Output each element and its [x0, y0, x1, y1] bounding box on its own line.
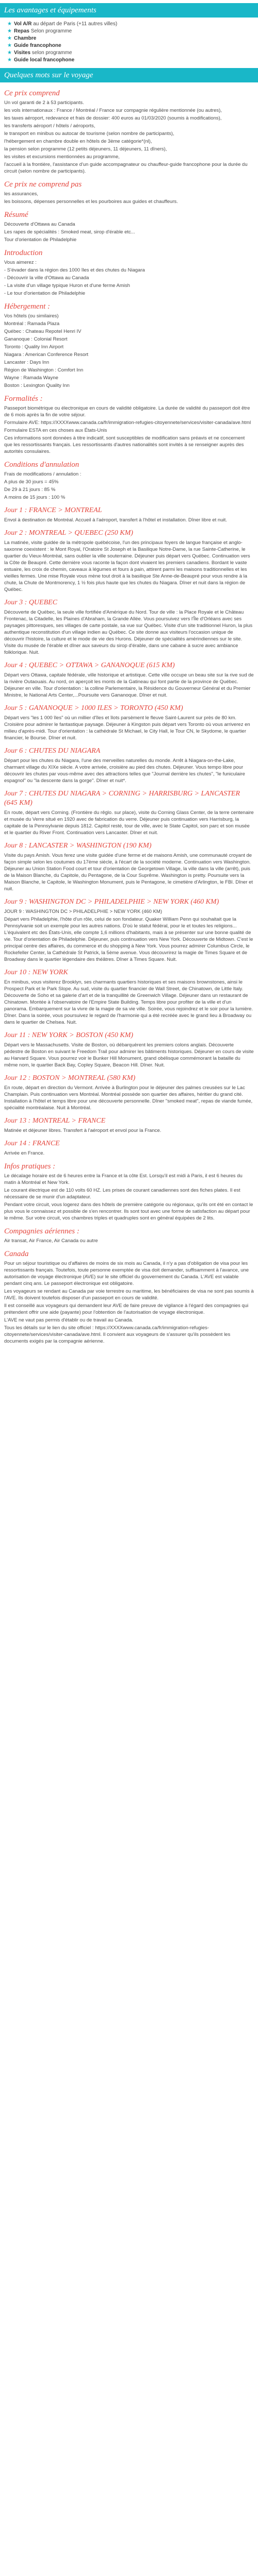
- section-title: Jour 13 : MONTREAL > FRANCE: [4, 1117, 106, 1125]
- section-title: Jour 8 : LANCASTER > WASHINGTON (190 KM): [4, 842, 152, 850]
- star-icon: ★: [7, 36, 12, 41]
- section-title: Ce prix ne comprend pas: [4, 180, 82, 189]
- section-title: Conditions d'annulation: [4, 461, 79, 469]
- advantage-label: Chambre: [13, 36, 37, 41]
- section-paragraph: Niagara : American Conference Resort: [4, 352, 89, 358]
- star-icon: ★: [7, 21, 12, 27]
- section-paragraph: l'accueil à la frontière, l'assistance d'un guide accompagnateur ou chauffeur-guide francophone pour la durée du circuit (selon nombre de participants).: [4, 162, 248, 174]
- section-title: Jour 10 : NEW YORK: [4, 969, 68, 976]
- section-paragraph: De 29 à 21 jours : 85 %: [4, 487, 56, 493]
- advantage-text: au départ de Paris (+11 autres villes): [31, 21, 118, 27]
- advantage-item: [7, 35, 258, 42]
- section-paragraph: Frais de modifications / annulation :: [4, 471, 82, 477]
- section-paragraph: En route, départ vers Corning. (Frontière du rêglo. sur place), visite du Corning Glass Center, de la terre centenaire et musée du Verre situé en 1920 avec de fabrication du verre. Déjeuner puis continuation vers Harrisburg, la capitale de la Pennsylvanie depuis 1812. Capitol resté, tour de ville, avec le State Capitol, son parc et son musée et le quartier du River Front. Continuation vers Lancaster. Dîner et nuit.: [4, 810, 254, 836]
- section-paragraph: Envol à destination de Montréal. Accueil à l'aéroport, transfert à l'hôtel et installation. Dîner libre et nuit.: [4, 517, 227, 523]
- section-paragraph: Tous les détails sur le lien du site officiel : https://XXXXwww.canada.ca/fr/immigration-refugies-citoyennete/services/visiter-canada/ave.html. Il convient aux voyageurs de s'assurer qu'ils possèdent les documents exigés par la compagnie aérienne.: [4, 1325, 231, 1344]
- advantage-label: Vol A/R: [13, 21, 32, 27]
- section-paragraph: Il est conseillé aux voyageurs qui demandent leur AVE de faire preuve de vigilance à l'égard des compagnies qui prétendent offrir une aide (payante) pour l'obtention de l'autorisation de voyage électronique.: [4, 1303, 249, 1315]
- section-paragraph: Arrivée en France.: [4, 1150, 45, 1156]
- section-paragraph: - Le tour d'orientation de Philadelphie: [4, 291, 86, 296]
- section-paragraph: Découverte d'Ottawa au Canada: [4, 222, 75, 227]
- advantage-label: Guide local francophone: [13, 57, 75, 63]
- section-title: Jour 14 : FRANCE: [4, 1140, 60, 1147]
- section-paragraph: L'AVE ne vaut pas permis d'établir ou de travail au Canada.: [4, 1317, 134, 1323]
- star-icon: ★: [7, 28, 12, 34]
- advantage-item: [7, 57, 258, 64]
- section-title: Jour 4 : QUEBEC > OTTAWA > GANANOQUE (615 KM): [4, 662, 175, 669]
- section-paragraph: Gananoque : Colonial Resort: [4, 336, 68, 342]
- section-title: Introduction: [4, 249, 43, 257]
- section-paragraph: les transferts aéroport / hôtels / aéroports,: [4, 123, 95, 129]
- section-title: Formalités :: [4, 395, 43, 403]
- section-paragraph: Région de Washington : Comfort Inn: [4, 367, 84, 373]
- section-paragraph: les boissons, dépenses personnelles et les pourboires aux guides et chauffeurs.: [4, 199, 178, 205]
- section-paragraph: Les voyageurs se rendant au Canada par voie terrestre ou maritime, les bénéficiaires de visa ne sont pas soumis à l'AVE. Ils doivent toutefois disposer d'un passeport en cours de validité.: [4, 1289, 254, 1301]
- section-title: Ce prix comprend: [4, 89, 60, 97]
- advantage-item: [7, 49, 258, 57]
- section-paragraph: Montréal : Ramada Plaza: [4, 321, 60, 327]
- section-paragraph: les visites et excursions mentionnées au programme,: [4, 154, 120, 160]
- advantage-item: [7, 28, 258, 35]
- section-title: Résumé: [4, 211, 28, 219]
- star-icon: ★: [7, 50, 12, 56]
- section-paragraph: les assurances,: [4, 191, 39, 197]
- section-paragraph: Québec : Chateau Repotel Henri IV: [4, 329, 82, 334]
- advantages-list: [0, 21, 258, 64]
- section-paragraph: Départ vers Ottawa, capitale fédérale, ville historique et artistique. Cette ville occupe un beau site sur la rive sud de la rivière Outaouais. Au nord, on aperçoit les monts de la Gatineau qui font partie de la province de Québec. Déjeuner en ville. Tour d'orientation : la colline Parlementaire, la Résidence du Gouverneur Général et du Premier Ministre, le National Arts Center,...Poursuite vers Gananoque. Dîner et nuit.: [4, 672, 254, 698]
- section-paragraph: Départ vers Philadelphie, l'hôte d'un rôle, celui de son fondateur. Quaker William Penn qui souhaitait que la Pennsylvanie soit un exemple pour les autres nations. D'où le statut fédéral, pour le et toutes les religions... L'équivalent etc des États-Unis, elle compte 1,6 millions d'habitants, mais à se présenter sur une bonne qualité de vie. Tour d'orientation de Philadelphie. Déjeuner, puis continuation vers New York. Découverte de Midtown. C'est le principal centre des affaires, du commerce et du shopping à New York. Vous pourrez admirer Columbus Circle, le Rockefeller Center, la Cathédrale St Patrick, la 5ème avenue. Vous découvrirez la magie de Times Square et de Broadway dans le quartier légendaire des théâtres. Dîner à Times Square. Nuit.: [4, 917, 253, 962]
- section-paragraph: Formulaire AVE: https://XXXXwww.canada.ca/fr/immigration-refugies-citoyennete/services/visiter-canada/ave.html: [4, 420, 251, 426]
- questions-title: Quelques mots sur le voyage: [4, 71, 93, 79]
- star-icon: ★: [7, 43, 12, 48]
- section-paragraph: A plus de 30 jours = 45%: [4, 479, 59, 485]
- section-paragraph: Pendant votre circuit, vous logerez dans des hôtels de première catégorie ou régionaux, qu'ils ont été en contact le plus vous le connaissez et possible de s'en rencontrer. Ils sont tout avec une forme de satisfaction au départ pour le même. Sur votre circuit, vos chambres triples et quadruples sont en général équipées de 2 lits.: [4, 1202, 253, 1221]
- section-title: Jour 6 : CHUTES DU NIAGARA: [4, 747, 101, 755]
- section-title: Jour 11 : NEW YORK > BOSTON (450 KM): [4, 1031, 134, 1039]
- section-paragraph: Vos hôtels (ou similaires): [4, 313, 59, 319]
- section-title: Hébergement :: [4, 302, 50, 311]
- advantage-text: Selon programme: [29, 28, 72, 34]
- section-paragraph: Départ pour les chutes du Niagara, l'une des merveilles naturelles du monde. Arrêt à Niagara-on-the-Lake, charmant village du XIXe siècle. A votre arrivée, croisière au pied des chutes. Déjeuner. Vous tempo libre pour découvrir les chutes par vous-même avec des attractions telles que "Journal derrière les chutes", "le funiculaire espagnol" ou "la descente dans la gorge". Dîner et nuit*.: [4, 758, 245, 784]
- section-paragraph: Visite du pays Amish. Vous ferez une visite guidée d'une ferme et de maisons Amish, une communauté croyant de façon simple selon les coutumes du 17ème siècle, à l'écart de la société moderne. Continuation vers Washington. Déjeuner au Union Station Food court et tour d'orientation de Georgetown Village, la ville dans la ville (arrêt), puis de la Maison Blanche, du Capitole, du Pentagone, de la Cour Suprême. Washington is pretty. Poursuite vers la Maison Blanche, le Capitole, le Washington Monument, puis le Pentagone, le cimetière d'Arlington, le FBI. Dîner et nuit.: [4, 853, 253, 892]
- section-paragraph: Formulaire ESTA en ces choses aux États-Unis: [4, 428, 107, 433]
- section-title: Jour 7 : CHUTES DU NIAGARA > CORNING > HARRISBURG > LANCASTER (645 KM): [4, 790, 240, 807]
- section-paragraph: Découverte de Québec, la seule ville fortifiée d'Amérique du Nord. Tour de ville : la Place Royale et le Château Frontenac, la Citadelle, les Plaines d'Abraham, la Grande Allée. Vous poursuivez vers l'Île d'Orléans avec ses paysages pittoresques, ses villages de carte postale, sa vue sur Québec. Visite d'un site traditionnel Huron, la plus authentique reconstitution d'un village indien au Québec. Ce site donne aux visiteurs l'occasion unique de découvrir l'histoire, la culture et le mode de vie des Hurons. Déjeuner de spécialités amérindiennes sur le site. Visite du musée de l'érable et dîner aux saveurs du sirop d'érable, dans une cabane à sucre avec ambiance folklorique. Nuit.: [4, 609, 253, 655]
- section-paragraph: Ces informations sont données à titre indicatif, sont susceptibles de modification sans préavis et ne concernent que les ressortissants français. Les ressortissants d'autres nationalités sont invités à se renseigner auprès des autorités consulaires.: [4, 435, 245, 454]
- advantage-text: selon programme: [30, 50, 72, 56]
- section-paragraph: - La visite d'un village typique Huron et d'une ferme Amish: [4, 283, 130, 289]
- section-title: Canada: [4, 1250, 29, 1258]
- section-paragraph: La matinée, visite guidée de la métropole québécoise, l'un des principaux foyers de langue française et anglo-saxonne coexistent : le Mont Royal, l'Oratoire St Joseph et la Basilique Notre-Dame, la rue Sainte-Catherine, le quartier du Vieux-Montréal, sans oublier la ville souterraine. Déjeuner puis départ vers Québec. Continuation vers la Côte de Beaupré. Cette dernière vous raconte la façon dont vivaient les premiers canadiens. Bordant le vaste estuaire, les croix de chemin, caveaux à légumes et fours à pain, attirent parmi les maisons traditionnelles et les vieilles fermes. Une mise Royale vous mène tout droit à la basilique Ste Anne-de-Beaupré pour vous rendre à la chute, la Chute de Montmorency, 1 ½ fois plus haute que les chutes du Niagara. Dîner et nuit dans la région de Québec.: [4, 540, 250, 592]
- advantage-label: Visites: [13, 50, 31, 56]
- section-paragraph: - S'évader dans la région des 1000 îles et des chutes du Niagara: [4, 267, 145, 273]
- questions-banner: [0, 68, 258, 82]
- section-paragraph: Wayne : Ramada Wayne: [4, 375, 58, 381]
- section-paragraph: Un vol garanti de 2 à 53 participants.: [4, 100, 84, 106]
- section-paragraph: En route, départ en direction du Vermont. Arrivée à Burlington pour le déjeuner des palmes creusées sur le Lac Champlain. Puis continuation vers Montréal. Montréal possède son quartier des affaires, héritier du grand cité. Installation à l'hôtel et temps libre pour une découverte personnelle. Dîner "smoked meat", repas de viande fumée, spécialité montréalaise. Nuit à Montréal.: [4, 1085, 253, 1111]
- section-paragraph: Les rapes de spécialités : Smoked meat, sirop d'érable etc...: [4, 229, 135, 235]
- section-title: Infos pratiques :: [4, 1162, 56, 1171]
- section-paragraph: JOUR 9 : WASHINGTON DC > PHILADELPHIE > NEW YORK (460 KM): [4, 909, 163, 914]
- section-paragraph: Passeport biométrique ou électronique en cours de validité obligatoire. La durée de validité du passeport doit être de 6 mois après la fin de votre séjour.: [4, 405, 250, 418]
- section-paragraph: Lancaster : Days Inn: [4, 360, 50, 365]
- section-paragraph: Pour un séjour touristique ou d'affaires de moins de six mois au Canada, il n'y a pas d'obligation de visa pour les ressortissants français. Toutefois, toute personne exemptée de visa doit demander, suffisamment à l'avance, une autorisation de voyage électronique (AVE) sur le site officiel du gouvernement du Canada. L'AVE est valable pendant cinq ans. Le passeport électronique est obligatoire.: [4, 1261, 249, 1286]
- section-title: Jour 3 : QUEBEC: [4, 599, 58, 606]
- section-paragraph: Départ vers "les 1 000 îles" où un millier d'îles et îlots parsèment le fleuve Saint-Laurent sur près de 80 km. Croisière pour admirer le fantastique paysage. Déjeuner à Kingston puis départ vers Toronto où vous arriverez en milieu d'après-midi. Tour d'orientation : la cathédrale St Michael, le City Hall, le Tour CN, le Skydome, le quartier financier, le Bourse. Dîner et nuit.: [4, 715, 250, 741]
- section-paragraph: Tour d'orientation de Philadelphie: [4, 237, 77, 243]
- section-paragraph: Toronto : Quality Inn Airport: [4, 344, 64, 350]
- advantage-item: [7, 42, 258, 49]
- section-title: Jour 2 : MONTREAL > QUEBEC (250 KM): [4, 529, 133, 537]
- section-paragraph: la pension selon programme (12 petits déjeuners, 11 déjeuners, 11 dîners),: [4, 146, 167, 152]
- section-title: Jour 9 : WASHINGTON DC > PHILADELPHIE > NEW YORK (460 KM): [4, 898, 219, 906]
- section-paragraph: les taxes aéroport, redevance et frais de dossier: 400 euros au 01/03/2020 (soumis à modifications),: [4, 115, 222, 121]
- section-paragraph: Matinée et déjeuner libres. Transfert à l'aéroport et envol pour la France.: [4, 1128, 162, 1133]
- section-paragraph: Vous aimerez :: [4, 260, 37, 265]
- star-icon: ★: [7, 57, 12, 63]
- section-title: Jour 12 : BOSTON > MONTREAL (580 KM): [4, 1074, 136, 1082]
- advantage-label: Guide francophone: [13, 43, 61, 48]
- section-title: Jour 5 : GANANOQUE > 1000 ILES > TORONTO (450 KM): [4, 704, 183, 712]
- advantage-item: [7, 21, 258, 28]
- section-paragraph: Départ vers le Massachusetts. Visite de Boston, où débarquèrent les premiers colons anglais. Découverte pédestre de Boston en suivant le Freedom Trail pour admirer les bâtiments historiques. Déjeuner en cours de visite au Harvard Square. Vous pourrez voir le Bunker Hill Monument, grand obélisque commémorant la bataille du même nom, le quartier Back Bay, Copley Square, Beacon Hill. Dîner. Nuit.: [4, 1042, 254, 1068]
- section-paragraph: Le courant électrique est de 110 volts 60 HZ. Les prises de courant canadiennes sont des fiches plates. Il est nécessaire de se munir d'un adaptateur.: [4, 1188, 240, 1200]
- section-paragraph: - Découvrir la ville d'Ottawa au Canada: [4, 275, 89, 281]
- trip-content: [0, 82, 258, 1345]
- section-paragraph: Boston : Lexington Quality Inn: [4, 383, 70, 388]
- advantages-banner: [0, 3, 258, 18]
- section-paragraph: En minibus, vous visiterez Brooklyn, ses charmants quartiers historiques et ses maisons brownstones, ainsi le Prospect Park et le Park Slope. Au sud, visite du quartier financier de Wall Street, de Chinatown, de Little Italy. Découverte de Soho et sa galerie d'art et de la tranquillité de Greenwich Village. Déjeuner dans un restaurant de Chinatown. Montée à l'observatoire de l'Empire State Building. Temps libre pour profiter de la ville et d'un panorama. Embarquement sur la vivre de la magie de sa vie ville. Soirée, vous rejoindrez et le soir pour la lumière. Dîner. Dans la soirée, vous poursuivez le regard de l'harmonie qui a été recréée avec le grand lieu à Broadway ou dans le quartier de Chelsea. Nuit.: [4, 979, 253, 1025]
- page: [0, 3, 258, 1345]
- advantages-title: Les avantages et équipements: [4, 6, 96, 14]
- section-paragraph: Air transat, Air France, Air Canada ou autre: [4, 1238, 98, 1244]
- advantage-label: Repas: [13, 28, 29, 34]
- section-paragraph: les vols internationaux : France / Montréal / France sur compagnie régulière mentionnée (ou autres),: [4, 108, 222, 113]
- section-paragraph: le transport en minibus ou autocar de tourisme (selon nombre de participants),: [4, 131, 174, 137]
- section-paragraph: Le décalage horaire est de 6 heures entre la France et la côte Est. Lorsqu'il est midi à Paris, il est 6 heures du matin à Montréal et New York.: [4, 1173, 243, 1185]
- section-paragraph: l'hébergement en chambre double en hôtels de 3ème catégorie*(nl),: [4, 139, 152, 144]
- section-title: Jour 1 : FRANCE > MONTREAL: [4, 506, 102, 514]
- section-paragraph: A moins de 15 jours : 100 %: [4, 495, 66, 500]
- section-title: Compagnies aériennes :: [4, 1227, 79, 1235]
